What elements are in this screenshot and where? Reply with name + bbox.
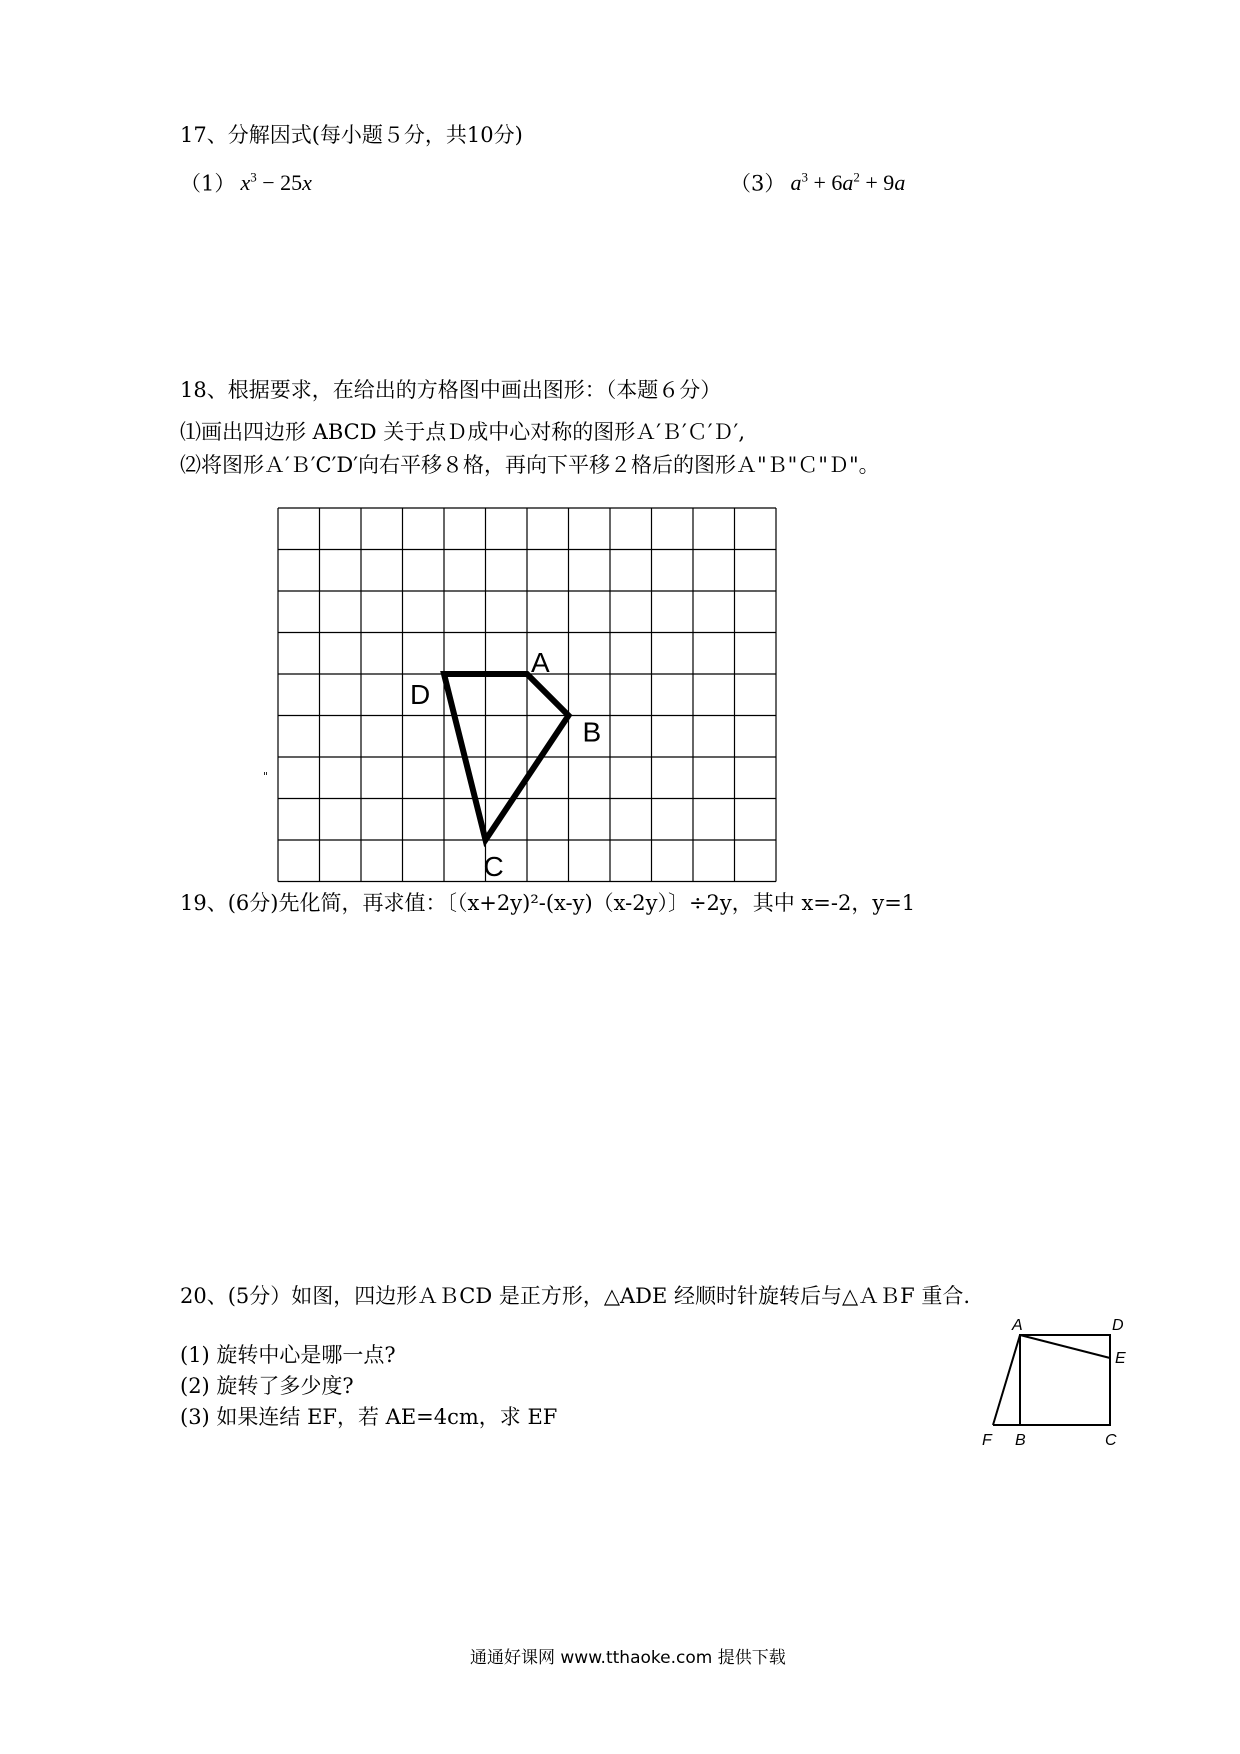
q17-part3-label: （3） (730, 171, 786, 196)
vertex-label-c: C (483, 851, 504, 882)
q18-instruction-2: ⑵将图形Ａ′Ｂ′C′D′向右平移８格，再向下平移２格后的图形Ａ"Ｂ"Ｃ"Ｄ"。 (180, 453, 880, 477)
vertex-label-d: D (410, 679, 431, 710)
figure-label-b: B (1015, 1432, 1026, 1449)
square-rotation-figure (975, 1315, 1145, 1460)
q17-part1-label: （1） (180, 171, 236, 196)
q17-title: 17、分解因式(每小题５分，共10分) (180, 123, 523, 147)
stray-mark: " (263, 770, 269, 783)
q20-title: 20、(5分）如图，四边形ＡＢCD 是正方形，△ADE 经顺时针旋转后与△ＡＢF 重合. (180, 1284, 971, 1308)
figure-label-f: F (982, 1432, 992, 1449)
figure-label-d: D (1112, 1317, 1124, 1334)
grid-lines (278, 508, 776, 882)
figure-label-a: A (1012, 1317, 1023, 1334)
square-abcd (1020, 1335, 1110, 1425)
q20-item-3: (3) 如果连结 EF，若 AE=4cm，求 EF (180, 1405, 558, 1429)
footer-text: 通通好课网 www.tthaoke.com 提供下载 (470, 1648, 786, 1668)
q17-part1-expression: $x^3 - 25x$ (240, 170, 312, 196)
vertex-label-b: B (582, 716, 602, 748)
q17-part1 (180, 170, 312, 196)
q17-part3 (730, 170, 905, 196)
vertex-label-a: A (531, 647, 550, 678)
q20-item-2: (2) 旋转了多少度? (180, 1374, 354, 1398)
q18-instruction-1: ⑴画出四边形 ABCD 关于点Ｄ成中心对称的图形Ａ′Ｂ′Ｃ′Ｄ′, (180, 420, 745, 444)
grid-figure (270, 500, 790, 890)
q20-item-1: (1) 旋转中心是哪一点? (180, 1343, 396, 1367)
q18-title: 18、根据要求，在给出的方格图中画出图形：（本题６分） (180, 378, 722, 402)
figure-label-e: E (1115, 1350, 1126, 1367)
segment-af (993, 1335, 1020, 1425)
q17-part3-expression: $a^3 + 6a^2 + 9a$ (790, 170, 906, 196)
figure-label-c: C (1105, 1432, 1117, 1449)
q19-title: 19、(6分)先化简，再求值：〔（x+2y)²-(x-y)（x-2y）〕÷2y，其中 x=-2，y=1 (180, 891, 916, 915)
segment-ae (1020, 1335, 1110, 1358)
